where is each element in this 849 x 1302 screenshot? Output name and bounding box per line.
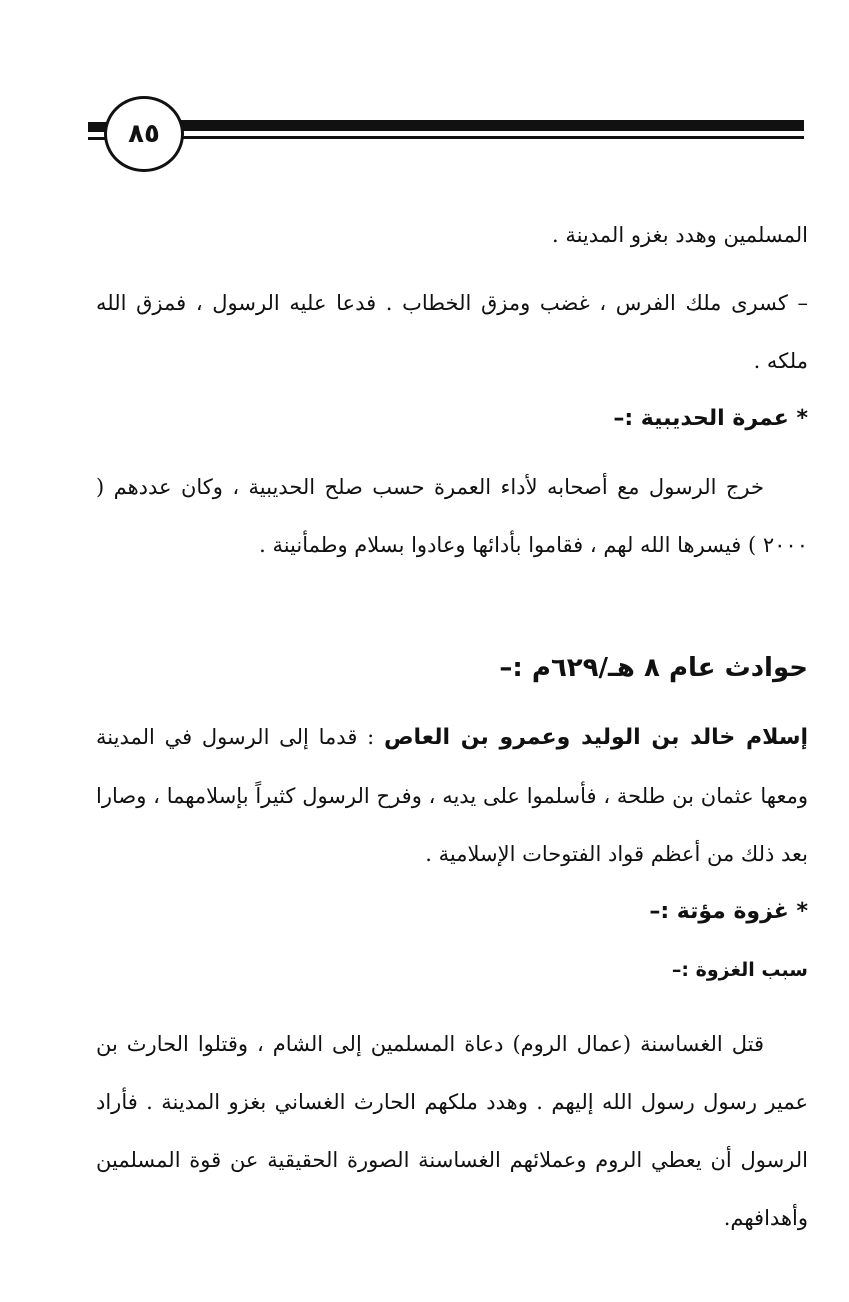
paragraph xyxy=(96,708,808,883)
paragraph-lead: إسلام خالد بن الوليد وعمرو بن العاص xyxy=(383,725,808,750)
header-rule-thick xyxy=(172,120,804,131)
paragraph: خرج الرسول مع أصحابه لأداء العمرة حسب صلح الحديبية ، وكان عددهم ( ٢٠٠٠ ) فيسرها الله لهم ، فقاموا بأدائها وعادوا بسلام وطمأنينة . xyxy=(96,475,808,557)
page-body xyxy=(96,206,808,1247)
header-rule-thin xyxy=(172,136,804,139)
subheading-cause: سبب الغزوة :– xyxy=(671,959,808,981)
page-number: ٨٥ xyxy=(104,96,184,172)
section-heading-hudaybiyyah: * عمرة الحديبية :– xyxy=(613,406,808,431)
section-heading-year-8: حوادث عام ٨ هـ/٦٢٩م :– xyxy=(499,653,808,683)
page-header xyxy=(0,0,849,200)
paragraph-text: : قدما إلى الرسول في المدينة ومعها عثمان بن طلحة ، فأسلموا على يديه ، وفرح الرسول كثيراً بإسلامهما ، وصارا بعد ذلك من أعظم قواد الفتوحات الإسلامية . xyxy=(96,725,808,866)
paragraph: قتل الغساسنة (عمال الروم) دعاة المسلمين إلى الشام ، وقتلوا الحارث بن عمير رسول رسول الله إليهم . وهدد ملكهم الحارث الغساني بغزو المدينة . فأراد الرسول أن يعطي الروم وعملائهم الغساسنة الصورة الحقيقية عن قوة المسلمين وأهدافهم. xyxy=(96,1032,808,1230)
section-heading-mutah: * غزوة مؤتة :– xyxy=(649,899,808,924)
paragraph: المسلمين وهدد بغزو المدينة . xyxy=(551,223,808,247)
paragraph: – كسرى ملك الفرس ، غضب ومزق الخطاب . فدعا عليه الرسول ، فمزق الله ملكه . xyxy=(96,291,808,373)
